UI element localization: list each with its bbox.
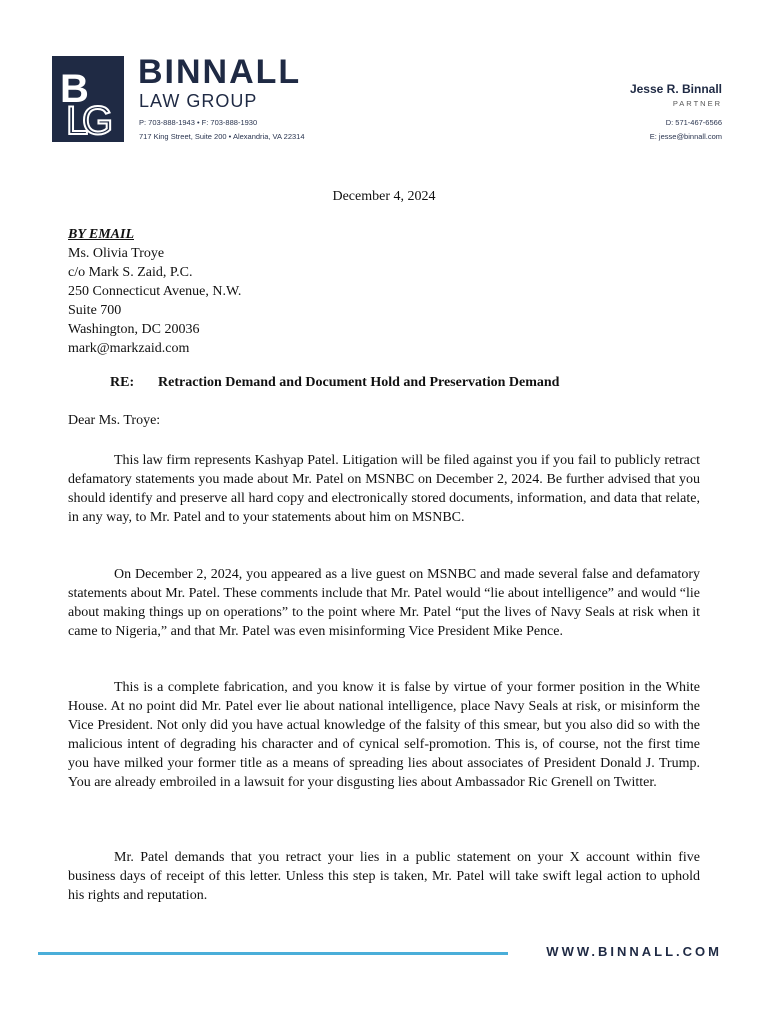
svg-text:L: L — [66, 99, 89, 142]
partner-email[interactable]: E: jesse@binnall.com — [649, 132, 722, 141]
recipient-line: c/o Mark S. Zaid, P.C. — [68, 265, 193, 280]
by-email-heading: BY EMAIL — [68, 227, 134, 242]
firm-subtitle: LAW GROUP — [139, 91, 258, 111]
blg-monogram-icon — [52, 56, 124, 142]
recipient-line: Suite 700 — [68, 303, 122, 318]
recipient-email[interactable]: mark@markzaid.com — [68, 341, 190, 356]
partner-name: Jesse R. Binnall — [629, 82, 722, 96]
footer-website[interactable]: WWW.BINNALL.COM — [546, 944, 722, 959]
re-label: RE: — [110, 375, 135, 390]
firm-phone-line: P: 703-888-1943 • F: 703-888-1930 — [139, 118, 258, 127]
recipient-line: 250 Connecticut Avenue, N.W. — [68, 284, 242, 299]
salutation: Dear Ms. Troye: — [68, 413, 161, 428]
footer-rule — [38, 952, 508, 955]
body-paragraph: On December 2, 2024, you appeared as a live guest on MSNBC and made several false and defamatory statements about Mr. Patel. These comments include that Mr. Patel would “lie about intelligence” and would “lie about making things up on operations” to the point where Mr. Patel “put the lives of Navy Seals at risk when it came to Nigeria,” and that Mr. Patel was even misinforming Vice President Mike Pence. — [68, 567, 700, 639]
re-line — [110, 375, 559, 391]
firm-logo-mark — [52, 56, 124, 142]
partner-title: PARTNER — [672, 99, 722, 108]
letter-date: December 4, 2024 — [332, 189, 436, 204]
firm-name: BINNALL — [138, 53, 302, 91]
partner-direct-phone: D: 571-467-6566 — [665, 118, 722, 127]
recipient-block — [68, 225, 241, 358]
body-paragraph: Mr. Patel demands that you retract your lies in a public statement on your X account within five business days of receipt of this letter. Unless this step is taken, Mr. Patel will take swift legal action to uphold his rights and reputation. — [68, 850, 700, 903]
body-paragraph: This is a complete fabrication, and you know it is false by virtue of your former position in the White House. At no point did Mr. Patel ever lie about national intelligence, place Navy Seals at risk, or misinform the Vice President. Not only did you have actual knowledge of the falsity of this smear, but you also did so with the malicious intent of degrading his character and of cynical self-promotion. This is, of course, not the first time you have milked your former title as a means of spreading lies about associates of President Donald J. Trump. You are already embroiled in a lawsuit for your disgusting lies about Ambassador Ric Grenell on Twitter. — [68, 680, 700, 790]
recipient-line: Washington, DC 20036 — [68, 322, 200, 337]
firm-address-line: 717 King Street, Suite 200 • Alexandria, VA 22314 — [139, 132, 305, 141]
svg-text:G: G — [82, 99, 114, 142]
re-subject: Retraction Demand and Document Hold and Preservation Demand — [158, 375, 560, 390]
body-paragraph: This law firm represents Kashyap Patel. Litigation will be filed against you if you fail to publicly retract defamatory statements you made about Mr. Patel on MSNBC on December 2, 2024. Be further advised that you should identify and preserve all hard copy and electronically stored documents, information, and data that relate, in any way, to Mr. Patel and to your statements about him on MSNBC. — [68, 453, 700, 525]
recipient-line: Ms. Olivia Troye — [68, 246, 165, 261]
svg-text:B: B — [60, 67, 89, 111]
